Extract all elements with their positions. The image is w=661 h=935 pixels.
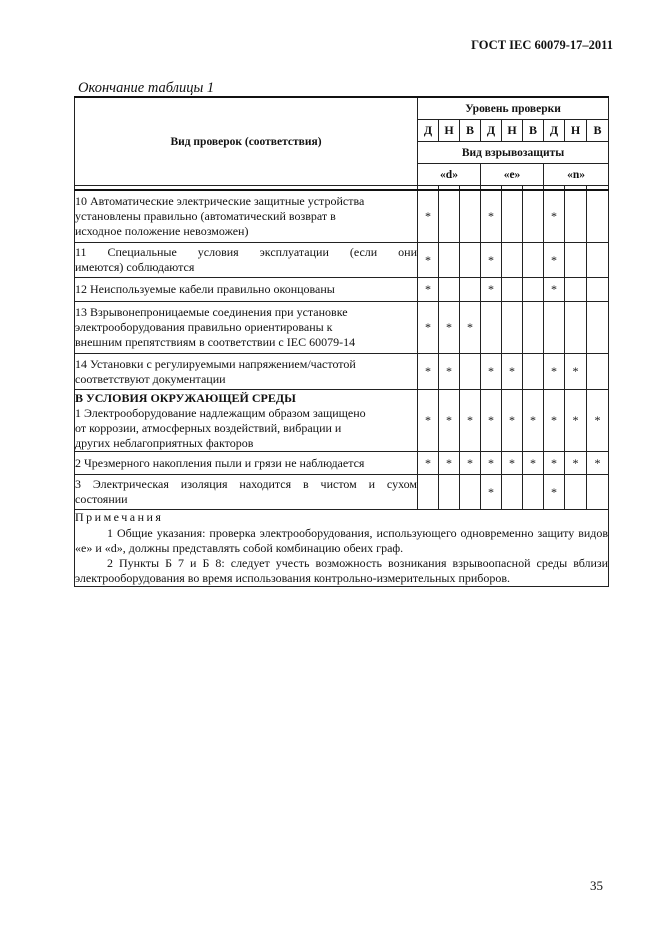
level-mark	[565, 243, 587, 278]
check-description	[75, 302, 418, 354]
notes-title: Примечания	[75, 510, 164, 524]
level-cell: Н	[502, 120, 523, 142]
level-mark	[587, 302, 609, 354]
level-mark: *	[544, 354, 565, 390]
level-mark	[587, 243, 609, 278]
level-mark: *	[481, 452, 502, 475]
level-mark: *	[439, 302, 460, 354]
level-mark: *	[439, 452, 460, 475]
level-mark	[523, 354, 544, 390]
level-mark: *	[544, 278, 565, 302]
level-mark	[587, 278, 609, 302]
level-mark: *	[565, 452, 587, 475]
notes-block	[75, 510, 609, 587]
level-mark	[587, 475, 609, 510]
level-mark: *	[544, 475, 565, 510]
check-description	[75, 243, 418, 278]
level-mark	[502, 475, 523, 510]
description-line: 12 Неиспользуемые кабели правильно оконцованы	[75, 282, 335, 296]
description-line: 13 Взрывонепроницаемые соединения при установке	[75, 305, 348, 319]
level-mark	[565, 475, 587, 510]
level-mark	[460, 354, 481, 390]
level-mark: *	[418, 390, 439, 452]
level-cell: В	[587, 120, 609, 142]
level-mark: *	[481, 390, 502, 452]
description-line: установлены правильно (автоматический возврат в	[75, 209, 336, 223]
inspection-table	[74, 96, 609, 587]
level-mark: *	[523, 390, 544, 452]
level-mark: *	[544, 390, 565, 452]
level-mark	[460, 243, 481, 278]
description-line: 3 Электрическая изоляция находится в чистом и сухом	[75, 477, 417, 491]
level-mark	[460, 278, 481, 302]
protection-type-e: «e»	[481, 164, 544, 186]
level-mark: *	[460, 452, 481, 475]
level-mark: *	[502, 354, 523, 390]
table-row	[75, 243, 609, 278]
inspection-level-header: Уровень проверки	[418, 97, 609, 120]
section-heading: В УСЛОВИЯ ОКРУЖАЮЩЕЙ СРЕДЫ	[75, 390, 296, 405]
table-row	[75, 390, 609, 452]
description-line: 1 Электрооборудование надлежащим образом защищено	[75, 405, 366, 420]
level-mark	[439, 475, 460, 510]
level-mark: *	[460, 390, 481, 452]
level-mark	[502, 278, 523, 302]
level-mark	[523, 243, 544, 278]
level-mark: *	[544, 190, 565, 243]
description-line: исходное положение невозможен)	[75, 224, 249, 238]
level-cell: Д	[418, 120, 439, 142]
level-mark: *	[418, 243, 439, 278]
check-kind-header: Вид проверок (соответствия)	[75, 97, 418, 186]
check-description	[75, 390, 418, 452]
level-mark	[587, 354, 609, 390]
description-line: 11 Специальные условия эксплуатации (если они	[75, 245, 417, 259]
protection-type-n: «n»	[544, 164, 609, 186]
level-mark: *	[544, 452, 565, 475]
level-mark	[523, 302, 544, 354]
level-mark	[439, 278, 460, 302]
level-mark	[439, 243, 460, 278]
check-description	[75, 452, 418, 475]
table-row	[75, 354, 609, 390]
standard-code: ГОСТ IEC 60079-17–2011	[471, 38, 613, 52]
description-line: 14 Установки с регулируемыми напряжением/частотой	[75, 356, 356, 371]
description-line: других неблагоприятных факторов	[75, 435, 254, 450]
check-description	[75, 190, 418, 243]
table-row	[75, 278, 609, 302]
description-line: от коррозии, атмосферных воздействий, вибрации и	[75, 420, 342, 435]
description-line: внешним препятствиям в соответствии с IEC 60079-14	[75, 335, 356, 349]
level-cell: В	[523, 120, 544, 142]
level-mark	[587, 190, 609, 243]
level-mark	[502, 190, 523, 243]
description-line: 10 Автоматические электрические защитные устройства	[75, 194, 365, 208]
level-mark: *	[544, 243, 565, 278]
table-row	[75, 302, 609, 354]
level-mark: *	[418, 452, 439, 475]
level-mark	[502, 243, 523, 278]
check-description	[75, 475, 418, 510]
description-line: соответствуют документации	[75, 371, 226, 386]
level-mark	[460, 475, 481, 510]
level-cell: В	[460, 120, 481, 142]
level-mark	[439, 190, 460, 243]
note-paragraph: 2 Пункты Б 7 и Б 8: следует учесть возможность возникания взрывоопасной среды вблизи электрооборудования во время использования контрольно-измерительных приборов.	[75, 556, 609, 585]
check-description	[75, 354, 418, 390]
level-mark: *	[587, 390, 609, 452]
level-mark: *	[502, 452, 523, 475]
protection-type-header: Вид взрывозащиты	[418, 142, 609, 164]
level-mark: *	[481, 190, 502, 243]
level-cell: Н	[439, 120, 460, 142]
level-mark: *	[587, 452, 609, 475]
level-mark: *	[523, 452, 544, 475]
level-mark	[523, 475, 544, 510]
level-mark: *	[565, 390, 587, 452]
table-row	[75, 190, 609, 243]
level-mark: *	[418, 278, 439, 302]
table-row	[75, 475, 609, 510]
level-mark	[418, 475, 439, 510]
check-description	[75, 278, 418, 302]
level-mark: *	[418, 190, 439, 243]
note-paragraph: 1 Общие указания: проверка электрооборудования, использующего одновременно защиту видов «e» и «d», должны представлять собой комбинацию обеих граф.	[75, 526, 609, 555]
level-mark: *	[502, 390, 523, 452]
level-mark	[502, 302, 523, 354]
level-mark: *	[439, 390, 460, 452]
level-cell: Д	[544, 120, 565, 142]
level-mark	[565, 190, 587, 243]
level-mark	[565, 302, 587, 354]
level-mark	[481, 302, 502, 354]
page-number: 35	[590, 878, 603, 893]
description-line: 2 Чрезмерного накопления пыли и грязи не наблюдается	[75, 455, 365, 470]
table-row	[75, 452, 609, 475]
level-mark	[565, 278, 587, 302]
level-mark: *	[418, 354, 439, 390]
level-mark: *	[481, 278, 502, 302]
level-mark: *	[481, 243, 502, 278]
level-cell: Н	[565, 120, 587, 142]
description-line: состоянии	[75, 492, 128, 506]
level-mark	[460, 190, 481, 243]
level-cell: Д	[481, 120, 502, 142]
level-mark: *	[481, 475, 502, 510]
level-mark: *	[460, 302, 481, 354]
table-caption: Окончание таблицы 1	[78, 80, 215, 96]
level-mark: *	[565, 354, 587, 390]
level-mark: *	[418, 302, 439, 354]
level-mark	[544, 302, 565, 354]
description-line: имеются) соблюдаются	[75, 260, 195, 274]
level-mark: *	[481, 354, 502, 390]
level-mark	[523, 190, 544, 243]
level-mark: *	[439, 354, 460, 390]
protection-type-d: «d»	[418, 164, 481, 186]
notes-row	[75, 510, 609, 587]
level-mark	[523, 278, 544, 302]
description-line: электрооборудования правильно ориентированы к	[75, 320, 333, 334]
